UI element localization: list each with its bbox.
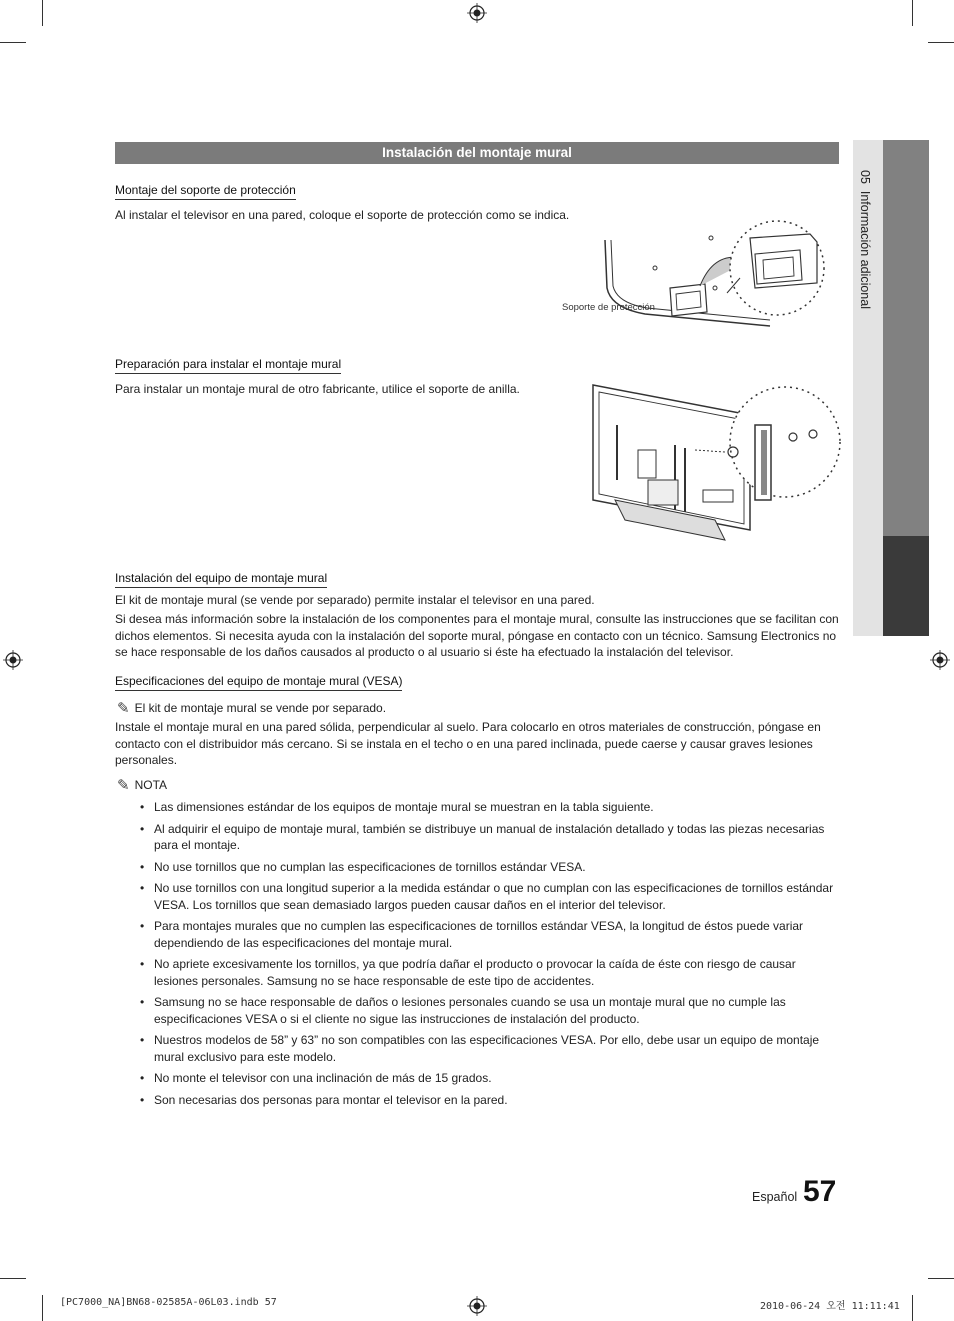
list-item: • No use tornillos con una longitud superior a la medida estándar o que no cumplan con las especificaciones de tornillos estándar VESA. Los tornillos que sean demasiado largos pueden causar daños en el interior del televisor. — [115, 880, 839, 913]
text-protection-bracket: Al instalar el televisor en una pared, coloque el soporte de protección como se indica. — [115, 208, 570, 222]
registration-mark-icon — [3, 650, 23, 670]
crop-mark — [928, 42, 954, 43]
crop-mark — [0, 1278, 26, 1279]
text-wall-mount-installation-1: El kit de montaje mural (se vende por separado) permite instalar el televisor en una pared. — [115, 593, 595, 607]
text-wall-mount-preparation: Para instalar un montaje mural de otro fabricante, utilice el soporte de anilla. — [115, 382, 520, 396]
print-file-info: [PC7000_NA]BN68-02585A-06L03.indb 57 — [60, 1297, 277, 1308]
crop-mark — [912, 0, 913, 26]
pencil-note-icon: ✎ — [117, 700, 130, 717]
list-item: • Al adquirir el equipo de montaje mural, también se distribuye un manual de instalación detallado y todas las piezas necesarias para el montaje. — [115, 821, 839, 854]
note-header — [117, 776, 167, 794]
heading-wall-mount-preparation: Preparación para instalar el montaje mural — [115, 357, 341, 374]
note-label: NOTA — [134, 778, 168, 792]
crop-mark — [42, 0, 43, 26]
list-item: • No use tornillos que no cumplan las especificaciones de tornillos estándar VESA. — [115, 859, 839, 876]
crop-mark — [928, 1278, 954, 1279]
list-item: • No apriete excesivamente los tornillos, ya que podría dañar el producto o provocar la caída de éste con riesgo de causar lesiones personales. Samsung no se hace responsable de este tipo de accidentes. — [115, 956, 839, 989]
crop-mark — [42, 1295, 43, 1321]
list-item: • Para montajes murales que no cumplen las especificaciones de tornillos estándar VESA, la longitud de éstos puede variar dependiendo de las especificaciones del montaje mural. — [115, 918, 839, 951]
registration-mark-icon — [930, 650, 950, 670]
figure-label-protection-bracket: Soporte de protección — [562, 302, 655, 313]
section-title-banner: Instalación del montaje mural — [115, 142, 839, 164]
registration-mark-icon — [467, 1296, 487, 1316]
sidebar-tab-dark — [883, 140, 929, 536]
text-vesa-install: Instale el montaje mural en una pared sólida, perpendicular al suelo. Para colocarlo en otros materiales de construcción, póngase en contacto con el distribuidor más cercano. Si se instala en el techo o en una pared inclinada, puede caerse y causar graves lesiones personales. — [115, 720, 821, 767]
list-item: • Las dimensiones estándar de los equipos de montaje mural se muestran en la tabla siguiente. — [115, 799, 839, 816]
pencil-note-icon: ✎ — [117, 777, 130, 794]
page-number: 57 — [803, 1175, 837, 1208]
sidebar-tab-active — [883, 536, 929, 636]
chapter-title: Información adicional — [858, 190, 872, 309]
heading-protection-bracket: Montaje del soporte de protección — [115, 183, 296, 200]
registration-mark-icon — [467, 3, 487, 23]
note-text: El kit de montaje mural se vende por separado. — [134, 701, 387, 715]
crop-mark — [912, 1295, 913, 1321]
list-item: • Samsung no se hace responsable de daños o lesiones personales cuando se usa un montaje mural que no cumple las especificaciones VESA o si el cliente no sigue las instrucciones de instalación del producto. — [115, 994, 839, 1027]
print-date-info: 2010-06-24 오전 11:11:41 — [760, 1301, 900, 1312]
list-item: • Nuestros modelos de 58” y 63” no son compatibles con las especificaciones VESA. Por ello, debe usar un equipo de montaje mural exclusivo para este modelo. — [115, 1032, 839, 1065]
heading-wall-mount-installation: Instalación del equipo de montaje mural — [115, 571, 327, 588]
sidebar-chapter-label — [858, 170, 878, 470]
ring-bracket-illustration — [585, 380, 843, 550]
note-sold-separately — [117, 699, 386, 717]
text-wall-mount-installation-2: Si desea más información sobre la instalación de los componentes para el montaje mural, consulte las instrucciones que se facilitan con dichos elementos. Si necesita ayuda con la instalación del soporte mural, póngase en contacto con un técnico. Samsung Electronics no se hace responsable de los daños causados al producto o al usuario si éste ha efectuado la instalación del televisor. — [115, 612, 839, 659]
heading-vesa-specifications: Especificaciones del equipo de montaje mural (VESA) — [115, 674, 402, 691]
footer-language: Español — [752, 1190, 798, 1204]
protection-bracket-illustration — [555, 208, 835, 333]
list-item: • Son necesarias dos personas para montar el televisor en la pared. — [115, 1092, 839, 1109]
chapter-number: 05 — [858, 170, 872, 184]
list-item: • No monte el televisor con una inclinación de más de 15 grados. — [115, 1070, 839, 1087]
crop-mark — [0, 42, 26, 43]
note-bullet-list — [115, 799, 839, 1113]
